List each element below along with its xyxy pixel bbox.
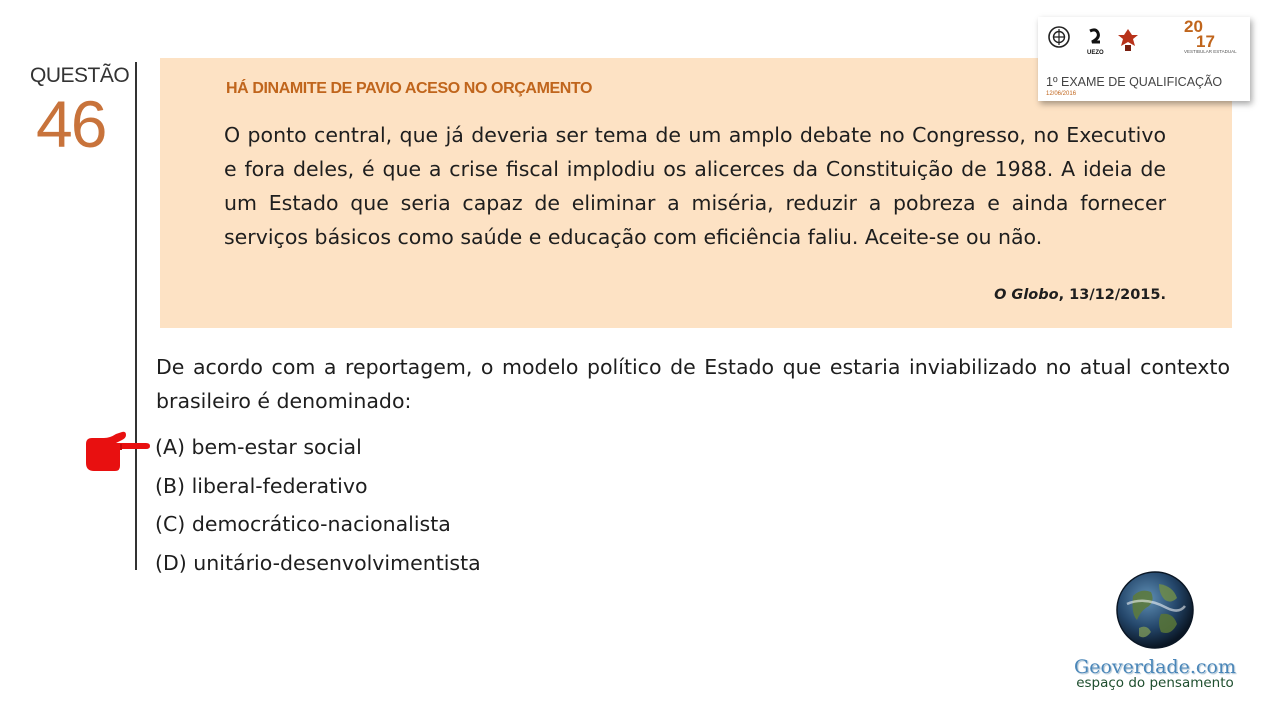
- option-a[interactable]: (A) bem-estar social: [155, 435, 362, 459]
- site-watermark: [1060, 570, 1250, 691]
- exam-header-card: [1038, 17, 1250, 101]
- year-logo-caption: VESTIBULAR ESTADUAL: [1184, 49, 1237, 54]
- pointing-hand-icon: [82, 430, 152, 472]
- globe-icon: [1115, 570, 1195, 650]
- fire-department-emblem-icon: [1118, 29, 1138, 51]
- source-date: , 13/12/2015.: [1058, 287, 1166, 303]
- option-d[interactable]: (D) unitário-desenvolvimentista: [155, 550, 481, 575]
- year-logo-bottom: 17: [1196, 32, 1215, 51]
- option-c[interactable]: (C) democrático-nacionalista: [155, 512, 451, 537]
- source-name: O Globo: [994, 287, 1059, 303]
- year-logo-top: 20: [1184, 17, 1203, 36]
- watermark-tagline: espaço do pensamento: [1076, 675, 1234, 691]
- uerj-seal-icon: [1049, 27, 1069, 47]
- option-b[interactable]: (B) liberal-federativo: [155, 473, 368, 498]
- uezo-logo-text: UEZO: [1087, 50, 1104, 56]
- question-label: QUESTÃO: [30, 64, 130, 87]
- exam-date: 12/06/2016: [1046, 91, 1077, 97]
- year-logo: [1184, 19, 1215, 49]
- excerpt-body: O ponto central, que já deveria ser tema de um amplo debate no Congresso, no Executivo e fora deles, é que a crise fiscal implodiu os alicerces da Constituição de 1988. A ideia de um Estado que seria capaz de eliminar a miséria, reduzir a pobreza e ainda fornecer serviços básicos como saúde e educação com eficiência faliu. Aceite-se ou não.: [224, 123, 1166, 249]
- vertical-divider: [135, 62, 137, 570]
- uezo-logo-icon: [1087, 30, 1104, 56]
- excerpt-title: HÁ DINAMITE DE PAVIO ACESO NO ORÇAMENTO: [226, 80, 593, 97]
- excerpt-source: [994, 287, 1166, 303]
- institution-logos: [1046, 25, 1146, 57]
- question-prompt: De acordo com a reportagem, o modelo político de Estado que estaria inviabilizado no atual contexto brasileiro é denominado:: [156, 355, 1230, 413]
- answer-options: [155, 428, 481, 582]
- question-number: 46: [36, 87, 106, 161]
- watermark-site-name: Geoverdade.com: [1074, 656, 1236, 678]
- exam-title: 1º EXAME DE QUALIFICAÇÃO: [1046, 75, 1223, 89]
